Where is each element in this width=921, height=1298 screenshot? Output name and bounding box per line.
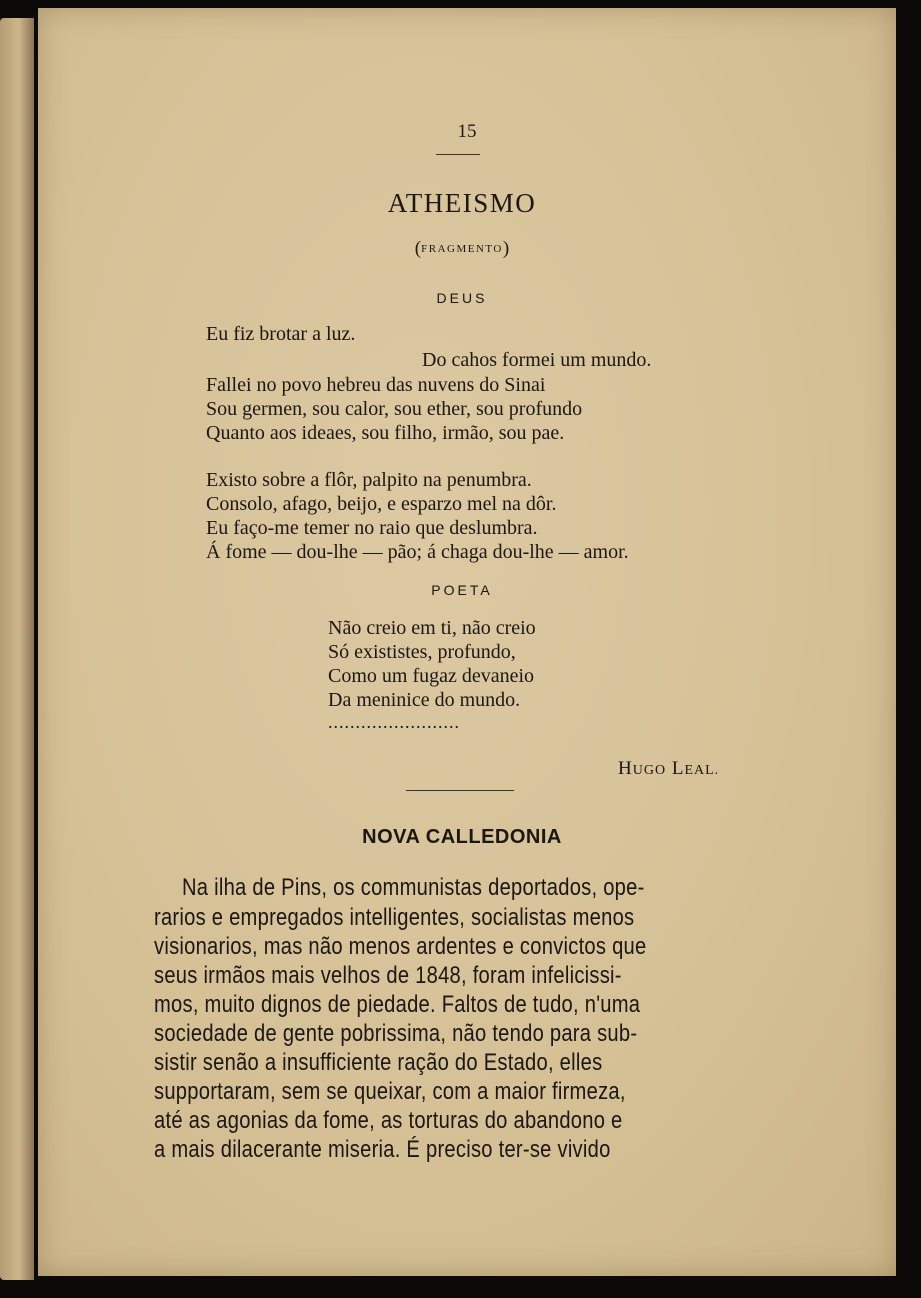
binding-page-edge [0,18,34,1280]
speaker-poeta: POETA [431,582,493,598]
verse-line: Da meninice do mundo. [328,689,521,711]
subtitle-close-paren: ) [502,238,510,259]
author-initial: L [671,758,685,779]
article-line: supportaram, sem se queixar, com a maior firmeza, [154,1078,626,1105]
article-line: Na ilha de Pins, os communistas deportados, ope- [182,874,645,901]
verse-line: Fallei no povo hebreu das nuvens do Sinai [206,374,546,396]
verse-line: Quanto aos ideaes, sou filho, irmão, sou pae. [206,422,565,444]
poem-subtitle [38,238,886,260]
verse-line: Não creio em ti, não creio [328,617,536,639]
verse-line: Só exististes, profundo, [328,641,516,663]
article-line: sistir senão a insufficiente ração do Estado, elles [154,1049,603,1076]
page-number-rule [436,154,480,155]
article-line: até as agonias da fome, as torturas do abandono e [154,1107,623,1134]
article-line: a mais dilacerante miseria. É preciso ter-se vivido [154,1136,611,1163]
ellipsis-row: ........................ [328,712,460,732]
article-line: visionarios, mas não menos ardentes e convictos que [154,933,647,960]
verse-line: Á fome — dou-lhe — pão; á chaga dou-lhe — amor. [206,541,629,563]
poem-title: ATHEISMO [387,188,537,218]
section-divider [406,790,514,791]
verse-line: Existo sobre a flôr, palpito na penumbra. [206,469,532,491]
article-title: NOVA CALLEDONIA [362,826,562,848]
article-line: mos, muito dignos de piedade. Faltos de tudo, n'uma [154,991,641,1018]
page-number: 15 [457,121,477,142]
verse-line: Consolo, afago, beijo, e esparzo mel na dôr. [206,493,557,515]
author-first-rest: UGO [632,763,667,778]
article-line: seus irmãos mais velhos de 1848, foram infelicissi- [154,962,622,989]
verse-line: Sou germen, sou calor, sou ether, sou profundo [206,398,583,420]
verse-line: Eu fiz brotar a luz. [206,323,356,345]
article-line: sociedade de gente pobrissima, não tendo para sub- [154,1020,638,1047]
article-line: rarios e empregados intelligentes, socialistas menos [154,904,635,931]
book-page [38,8,896,1276]
verse-line: Como um fugaz devaneio [328,665,535,687]
author-initial: H [618,758,633,779]
subtitle-open-paren: ( [414,238,422,259]
verse-line: Do cahos formei um mundo. [422,349,652,371]
author-last-rest: EAL. [684,763,720,778]
speaker-deus: DEUS [436,290,488,306]
verse-line: Eu faço-me temer no raio que deslumbra. [206,517,538,539]
poem-author [618,758,719,780]
subtitle-text: FRAGMENTO [421,243,503,255]
